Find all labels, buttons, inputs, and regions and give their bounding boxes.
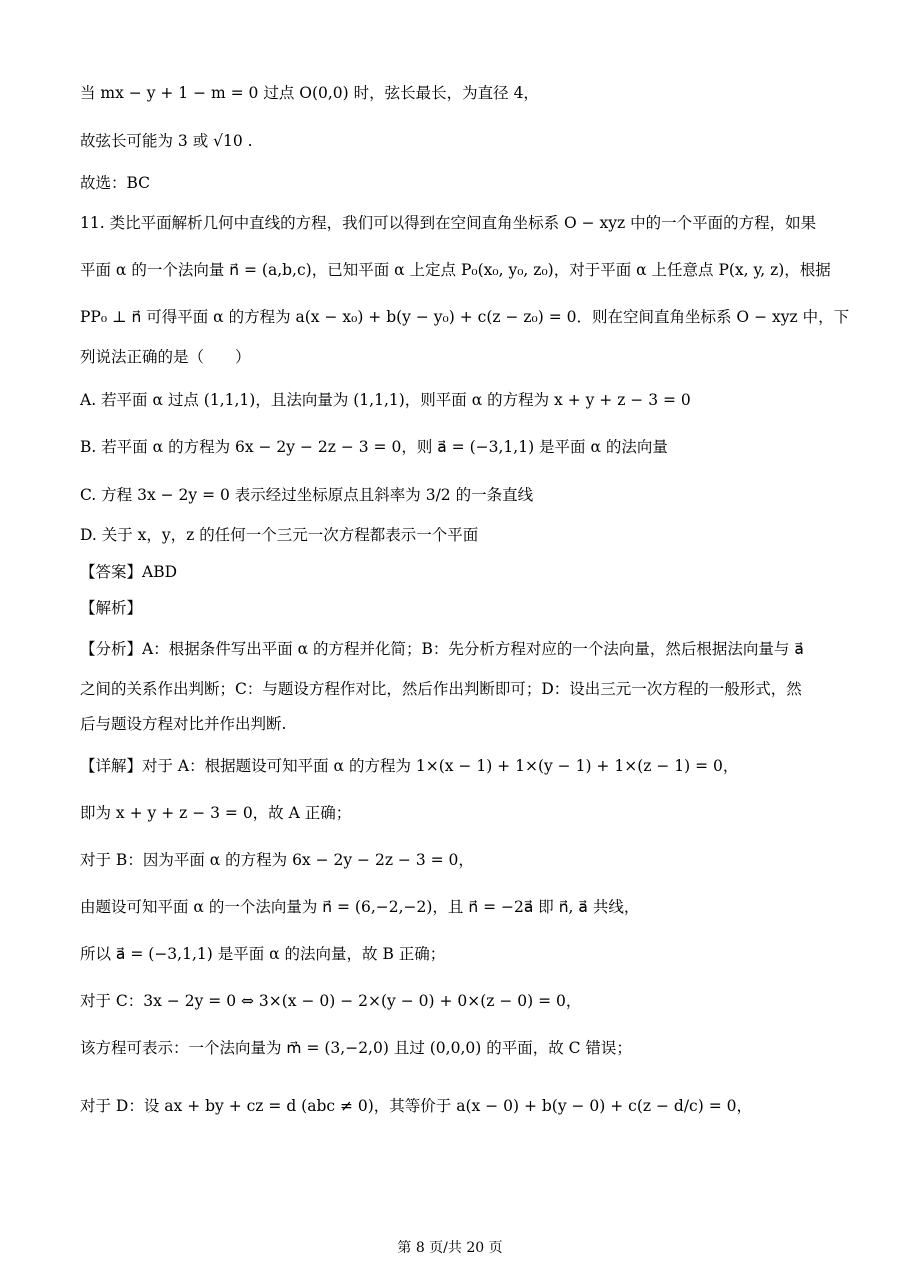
analysis-text: 【分析】A：根据条件写出平面 α 的方程并化简；B：先分析方程对应的一个法向量，然后根据法向量与 a⃗ xyxy=(80,640,804,658)
option-b: B. 若平面 α 的方程为 6x − 2y − 2z − 3 = 0，则 a⃗ = (−3,1,1) 是平面 α 的法向量 xyxy=(80,438,668,456)
detail-text: 即为 x + y + z − 3 = 0，故 A 正确； xyxy=(80,804,352,822)
question-11-stem: 11. 类比平面解析几何中直线的方程，我们可以得到在空间直角坐标系 O − xyz 中的一个平面的方程，如果 xyxy=(80,214,817,232)
text-line: 列说法正确的是（ ） xyxy=(80,348,251,366)
answer-label: 【答案】ABD xyxy=(80,563,178,581)
option-d: D. 关于 x，y，z 的任何一个三元一次方程都表示一个平面 xyxy=(80,526,479,544)
detail-text: 对于 B：因为平面 α 的方程为 6x − 2y − 2z − 3 = 0， xyxy=(80,851,474,869)
analysis-label: 【解析】 xyxy=(80,599,143,617)
analysis-text: 后与题设方程对比并作出判断. xyxy=(80,715,287,733)
option-a: A. 若平面 α 过点 (1,1,1)，且法向量为 (1,1,1)，则平面 α 的方程为 x + y + z − 3 = 0 xyxy=(80,391,691,409)
text-line: 故弦长可能为 3 或 √10 . xyxy=(80,132,253,150)
text-line: 当 mx − y + 1 − m = 0 过点 O(0,0) 时，弦长最长，为直径 4， xyxy=(80,84,539,102)
page-footer: 第 8 页/共 20 页 xyxy=(397,1240,503,1256)
detail-text: 该方程可表示：一个法向量为 m⃗ = (3,−2,0) 且过 (0,0,0) 的平面，故 C 错误； xyxy=(80,1039,632,1057)
text-line: 故选：BC xyxy=(80,174,151,192)
detail-text: 【详解】对于 A：根据题设可知平面 α 的方程为 1×(x − 1) + 1×(y − 1) + 1×(z − 1) = 0， xyxy=(80,757,739,775)
text-line: PP₀ ⊥ n⃗ 可得平面 α 的方程为 a(x − x₀) + b(y − y₀) + c(z − z₀) = 0．则在空间直角坐标系 O − xyz 中，下 xyxy=(80,308,850,326)
option-c: C. 方程 3x − 2y = 0 表示经过坐标原点且斜率为 3/2 的一条直线 xyxy=(80,486,534,504)
detail-text: 对于 D：设 ax + by + cz = d (abc ≠ 0)，其等价于 a(x − 0) + b(y − 0) + c(z − d/c) = 0， xyxy=(80,1097,752,1115)
analysis-text: 之间的关系作出判断；C：与题设方程作对比，然后作出判断即可；D：设出三元一次方程的一般形式，然 xyxy=(80,680,802,698)
text-line: 平面 α 的一个法向量 n⃗ = (a,b,c)，已知平面 α 上定点 P₀(x₀, y₀, z₀)，对于平面 α 上任意点 P(x, y, z)，根据 xyxy=(80,261,831,279)
detail-text: 所以 a⃗ = (−3,1,1) 是平面 α 的法向量，故 B 正确； xyxy=(80,945,446,963)
detail-text: 由题设可知平面 α 的一个法向量为 n⃗ = (6,−2,−2)，且 n⃗ = −2a⃗ 即 n⃗, a⃗ 共线， xyxy=(80,898,640,916)
detail-text: 对于 C：3x − 2y = 0 ⇔ 3×(x − 0) − 2×(y − 0) + 0×(z − 0) = 0， xyxy=(80,992,582,1010)
